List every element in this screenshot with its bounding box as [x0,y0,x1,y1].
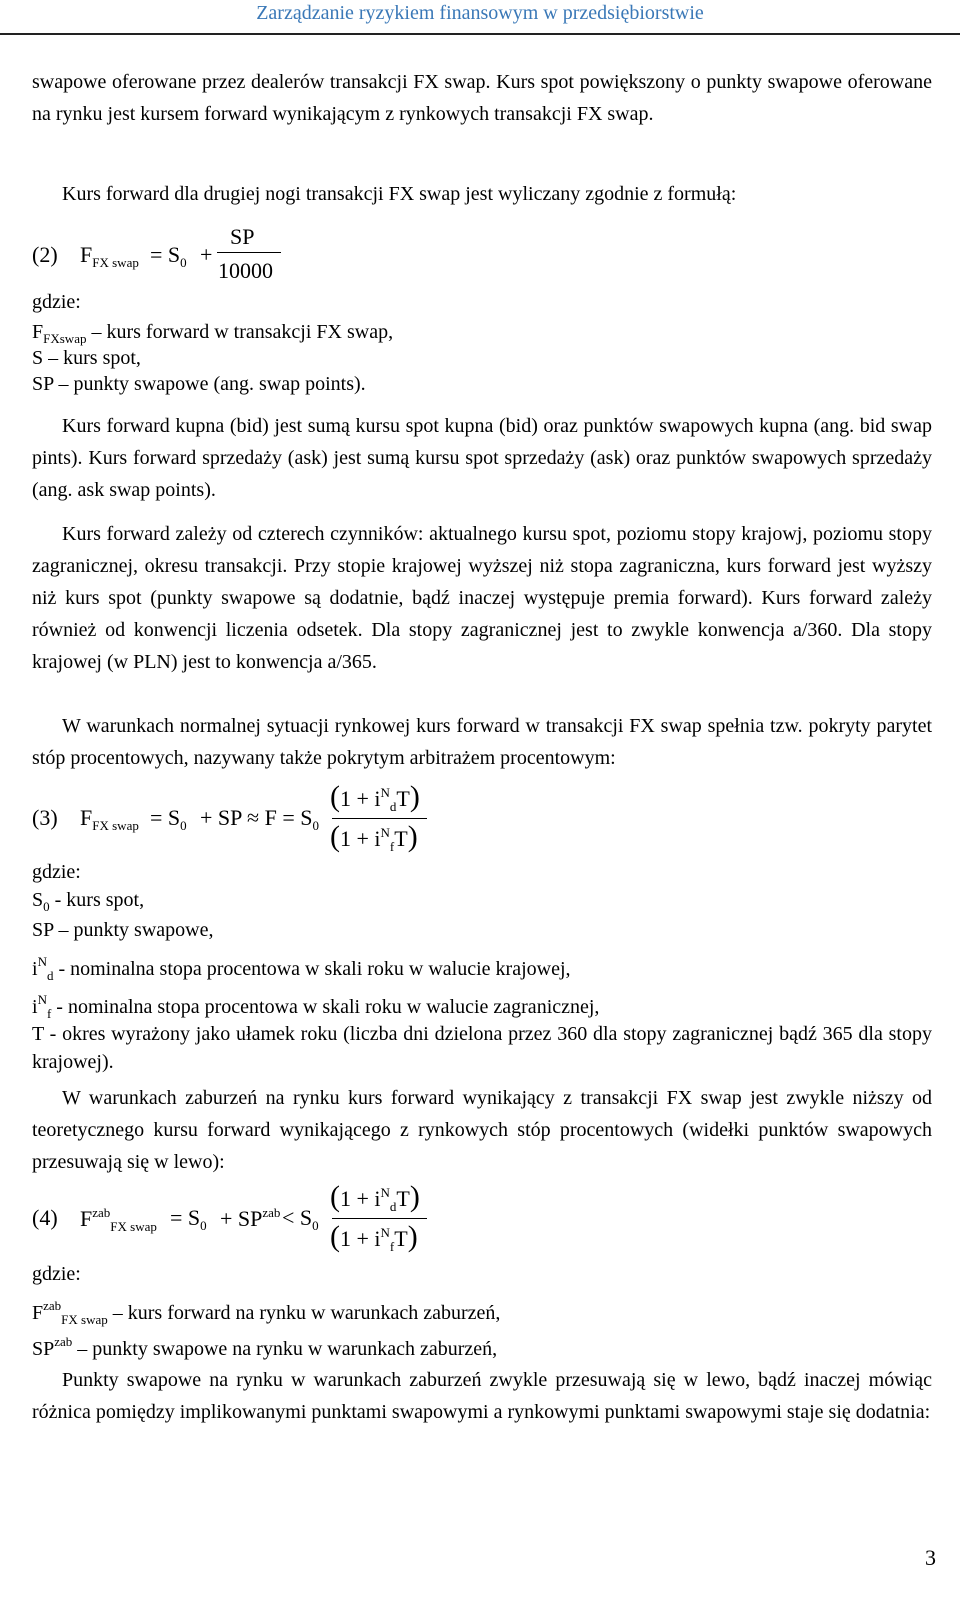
eq2-s0: = $S_0$ [150,242,187,270]
paragraph-4: Kurs forward zależy od czterech czynników: aktualnego kursu spot, poziomu stopy krajowj, poziomu stopy zagranicznej, okresu transakcji. Przy stopie krajowej wyższej niż stopa zagraniczna, kurs forward jest wyższy niż kurs spot (punkty swapowe są dodatnie, bądź inaczej występuje premia forward). Kurs forward zależy również od konwencji liczenia odsetek. Dla stopy zagranicznej jest to zwykle konwencja a/360. Dla stopy krajowej (w PLN) jest to konwencja a/365. [32,523,932,673]
where-label-3: gdzie: [32,1263,81,1285]
running-header: Zarządzanie ryzykiem finansowym w przedsiębiorstwie [256,2,704,24]
eq3-fraction-bar [332,818,427,819]
eq3-numerator: $(1 + i^N_dT)$ [330,780,420,814]
eq3-number: (3) [32,805,58,830]
where-label-2: gdzie: [32,861,81,883]
def-i-d: $i^N_d$ - nominalna stopa procentowa w skali roku w walucie krajowej, [32,954,571,983]
eq2-plus: + [200,242,213,267]
eq4-plus-sp: + $SP^{zab}$ [220,1205,281,1231]
paragraph-6: W warunkach zaburzeń na rynku kurs forward wynikający z transakcji FX swap jest zwykle niższy od teoretycznego kursu forward wynikającego z rynkowych stóp procentowych (widełki punktów swapowych przesuwają się w lewo): [32,1087,932,1173]
paragraph-2: Kurs forward dla drugiej nogi transakcji FX swap jest wyliczany zgodnie z formułą: [62,183,737,205]
def-i-f: $i^N_f$ - nominalna stopa procentowa w skali roku w walucie zagranicznej, [32,992,600,1021]
paragraph-1: swapowe oferowane przez dealerów transakcji FX swap. Kurs spot powiększony o punkty swapowe oferowane na rynku jest kursem forward wynikającym z rynkowych transakcji FX swap. [32,71,932,125]
paragraph-3: Kurs forward kupna (bid) jest sumą kursu spot kupna (bid) oraz punktów swapowych kupna (ang. bid swap pints). Kurs forward sprzedaży (ask) jest sumą kursu spot sprzedaży (ask) oraz punktów swapowych sprzedaży (ang. ask swap points). [32,415,932,501]
eq2-number: (2) [32,242,58,267]
def-t: T - okres wyrażony jako ułamek roku (liczba dni dzielona przez 360 dla stopy zagranicznej bądź 365 dla stopy krajowej). [32,1023,932,1073]
eq3-denominator: $(1 + i^N_fT)$ [330,820,418,854]
eq3-rest: + SP ≈ $F = S_0$ [200,805,320,833]
eq4-denominator: $(1 + i^N_fT)$ [330,1220,418,1254]
paragraph-5: W warunkach normalnej sytuacji rynkowej kurs forward w transakcji FX swap spełnia tzw. pokryty parytet stóp procentowych, nazywany także pokrytym arbitrażem procentowym: [32,715,932,769]
header-rule [0,33,960,35]
where-label-1: gdzie: [32,291,81,313]
eq2-fraction-bar [217,252,281,253]
eq4-number: (4) [32,1205,58,1230]
def-sp-2: SP – punkty swapowe, [32,919,214,941]
def-sp: SP – punkty swapowe (ang. swap points). [32,373,366,395]
eq2-denominator: 10000 [218,258,273,283]
eq3-lhs: $F_{FX swap}$ [80,805,139,833]
def-sp-zab: $SP^{zab}$ – punkty swapowe na rynku w warunkach zaburzeń, [32,1334,498,1360]
eq4-fraction-bar [332,1218,427,1219]
eq4-lhs: $F^{zab}_{FX swap}$ [80,1205,157,1234]
eq4-mid: = $S_0$ [170,1205,207,1233]
eq4-lt: < $S_0$ [282,1205,319,1233]
def-f-zab: $F^{zab}_{FX swap}$ – kurs forward na rynku w warunkach zaburzeń, [32,1298,501,1327]
page-number: 3 [925,1545,936,1570]
def-s0: $S_0$ - kurs spot, [32,889,145,914]
def-s: S – kurs spot, [32,347,141,369]
eq4-numerator: $(1 + i^N_dT)$ [330,1180,420,1214]
eq2-numerator: SP [230,224,255,249]
def-f-fxswap: $F_{FXswap}$ – kurs forward w transakcji FX swap, [32,321,394,346]
eq3-mid: = $S_0$ [150,805,187,833]
eq2-lhs: $F_{FX swap}$ [80,242,139,270]
paragraph-7: Punkty swapowe na rynku w warunkach zaburzeń zwykle przesuwają się w lewo, bądź inaczej mówiąc różnica pomiędzy implikowanymi punktami swapowymi a rynkowymi punktami swapowymi staje się dodatnia: [32,1369,932,1423]
